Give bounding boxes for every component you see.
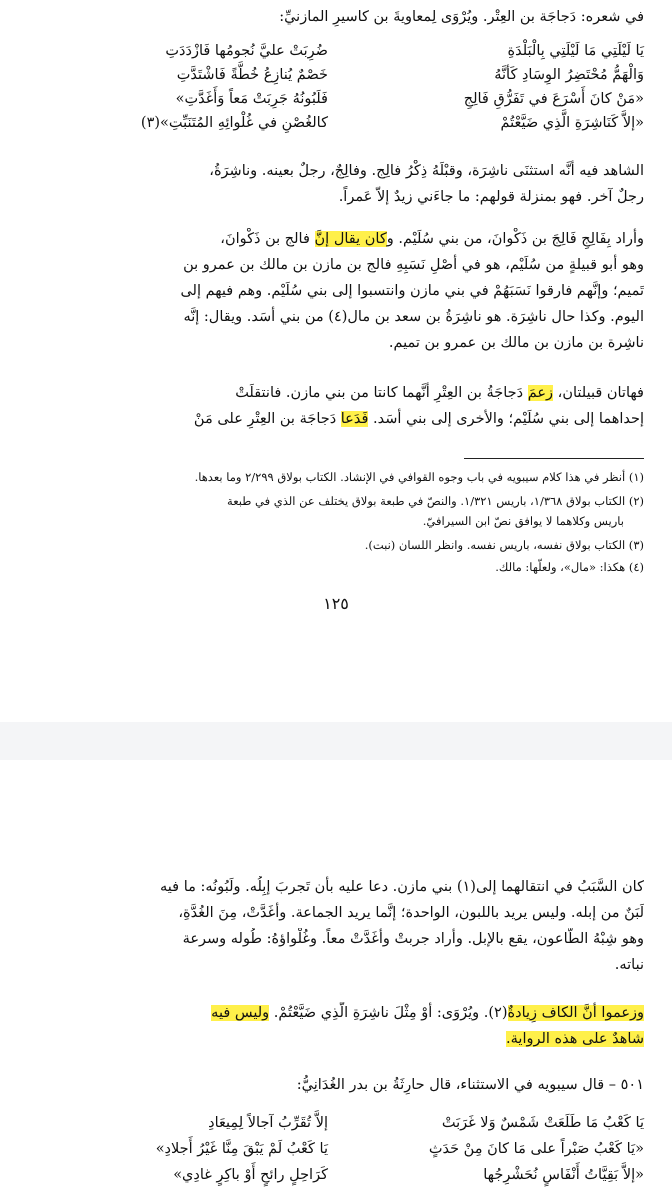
intro-line: في شعره: دَجاجَة بن العِتْر. ويُرْوَى لِمعاويةَ بن كاسيرِ المازنيِّ: — [279, 9, 644, 25]
commentary-line: وزعموا أنَّ الكاف زِيادةٌ(٢). ويُرْوَى: أَوْ مِثْلَ ناشِرَةِ الَّذِي ضَيَّعْتُمْ. وليس فيه — [211, 1005, 644, 1021]
highlight: فَدَعا — [340, 411, 369, 427]
footnote: (٤) هكذا: «مال»، ولعلّها: مالك. — [495, 560, 644, 574]
verse-3-left: فَلَبُونُهُ جَرِبَتْ مَعاً وَأَغَدَّتِ» — [175, 91, 328, 107]
highlight: زعمَ — [527, 385, 554, 401]
highlight: شاهدٌ على هذه الرواية. — [506, 1031, 644, 1047]
commentary-line: رجلٌ آخر. فهو بمنزلة قولهم: ما جاءَني زيدٌ إلاَّ عَمراً. — [338, 189, 644, 205]
section-heading: ٥٠١ – قال سيبويه في الاستثناء، قال حارِثَةُ بن بدر الغُدَانِيُّ: — [296, 1077, 644, 1093]
commentary-line: وأراد بِفَالِجِ فَالِجَ بن ذَكْوانَ، من بني سُلَيْم. وكان يقال إنَّ فالج بن ذَكْوانَ، — [220, 231, 644, 247]
verse-4-right: «إلاَّ كَنَاشِرَةِ الَّذِي ضَيَّعْتُمْ — [500, 115, 644, 131]
commentary-line: وهو شِبْهُ الطَّاعون، يقع بالإبل. وأراد جربتْ وأَغَدَّتْ معاً. وغُلْواؤهُ: طُوله وسرعة — [182, 931, 644, 947]
highlight: كان يقال إنَّ — [314, 231, 387, 247]
commentary-line: لَبَنٌ من إبله. وليس يريد باللبون، الواحدة؛ إنَّما يريد الجماعة. وأَغَدَّتْ، مِنَ الغُدَّةِ، — [178, 905, 644, 921]
footnote: (٣) الكتاب بولاق نفسه، باريس نفسه. وانظر اللسان (نبت). — [364, 538, 644, 552]
commentary-line: اليوم. وكذا حال ناشِرَة. هو ناشِرَةُ بن سعد بن مال(٤) من بني أَسَد. ويقال: إنَّه — [183, 309, 644, 325]
footnote: (١) أنظر في هذا كلام سيبويه في باب وجوه القوافي في الإنشاد. الكتاب بولاق ٢/٢٩٩ وما بعدها. — [194, 470, 644, 484]
footnote-divider — [464, 458, 644, 459]
verse-2-left: يَا كَعْبُ لَمْ يَبْقَ مِنَّا غَيْرُ أَجلادِ» — [155, 1141, 328, 1157]
commentary-line — [28, 1028, 644, 1050]
commentary-line: ناشِرة بن مازن بن مالك بن عمرو بن تميم. — [388, 335, 644, 351]
verse-1-left: إلاَّ تُقَرِّبُ آجالاً لِمِيعَادِ — [208, 1115, 328, 1131]
verse-1-right: يَا لَيْلَتِي مَا لَيْلَتِي بِالْبَلْدَةِ — [507, 43, 644, 59]
verse-4-left: كالغُصْنِ في غُلْوائِهِ المُتَنَبِّتِ»(٣) — [140, 115, 328, 131]
page-number: ١٢٥ — [323, 594, 349, 613]
footnote: (٢) الكتاب بولاق ١/٣٦٨، باريس ١/٣٢١. والنصّ في طبعة بولاق يختلف عن الذي في طبعة — [227, 494, 644, 508]
commentary-line: الشاهد فيه أنَّه استثنَى ناشِرَة، وقبْلَهُ ذِكْرُ فالِج. وفالِجٌ، رجلٌ بعينه. وناشِرَةُ، — [209, 163, 644, 179]
commentary-line: وهو أبو قبيلةٍ من سُلَيْم، هو في أَصْلِ نَسَبِهِ فالج بن مازن بن مالك بن عمرو بن — [183, 257, 644, 273]
page-bottom — [0, 760, 672, 1200]
verse-2-left: خَصْمٌ يُنازِعُ خُطَّةً فَاشْتَدَّتِ — [176, 67, 328, 83]
highlight: وليس فيه — [211, 1005, 270, 1021]
highlight: وزعموا أنَّ الكاف زِيادةٌ — [507, 1005, 644, 1021]
commentary-line: تَميم؛ وإنَّهم فارقوا نَسَبَهُمْ في بني مازن وانتسبوا إلى بني سُلَيْم. وهم فيهم إلى — [180, 283, 644, 299]
verse-3-left: كَرَاحِلٍ رائحٍ أَوْ باكِرٍ غادِي» — [173, 1167, 328, 1183]
verse-1-right: يَا كَعْبُ مَا طَلَعَتْ شَمْسٌ وَلا غَرَبَتْ — [441, 1115, 644, 1131]
commentary-line: كان السَّبَبُ في انتقالهما إلى(١) بني مازن. دعا عليه بأن تَجربَ إبِلُه. ولَبُونُه: ما فيه — [160, 879, 644, 895]
commentary-line: إحداهما إلى بني سُلَيْم؛ والأخرى إلى بني أَسَد. فَدَعا دَجاجَة بن العِتْرِ على مَنْ — [193, 411, 644, 427]
verse-2-right: «يَا كَعْبُ صَبْراً على مَا كانَ مِنْ حَدَثٍ — [428, 1141, 644, 1157]
footnote: باريس وكلاهما لا يوافق نصّ ابن السيرافيّ. — [422, 514, 624, 528]
verse-3-right: «إلاَّ بَقِيَّاتُ أَنْفَاسٍ نُحَشْرِجُها — [483, 1167, 644, 1183]
commentary-line: فهاتان قبيلتان، زعمَ دَجاجَةُ بن العِتْرِ أنَّهما كانتا من بني مازن. فانتقلَتْ — [235, 385, 644, 401]
page-separator — [0, 722, 672, 760]
verse-1-left: ضُرِبَتْ عليَّ نُجومُها فَازْدَدَتِ — [165, 43, 328, 59]
verse-2-right: وَالْهَمُّ مُحْتَضِرُ الوِسَادِ كَأنَّهُ — [494, 67, 644, 83]
verse-3-right: «مَنْ كانَ أَسْرَعَ في تَفَرُّقِ فَالِجِ — [463, 91, 644, 107]
commentary-line: نباته. — [614, 957, 644, 973]
